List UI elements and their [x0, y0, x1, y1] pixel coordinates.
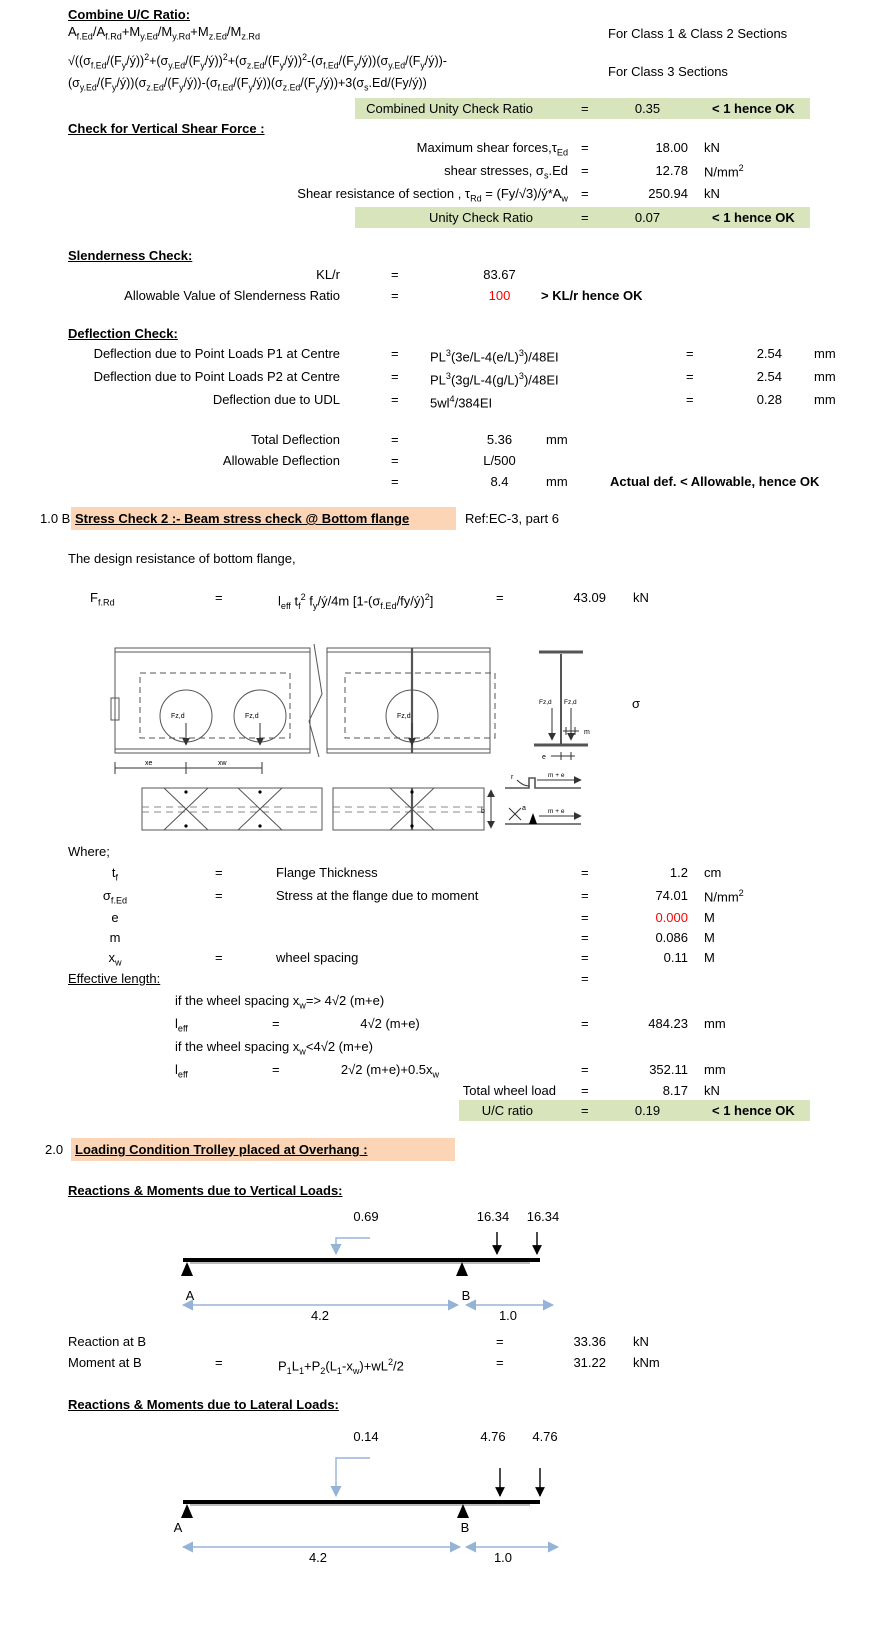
slenderness-allowable-value: 100 — [488, 288, 511, 303]
combine-formula-class3-line1: $√((\sigma_{f.Ed}/(F_y/ý))^2+(\sigma_{y.Ed}/(F_y/ý))^2+(\sigma_{z.Ed}/(F_y/ý))^2-(\sigma_{f.Ed}/(F_y/ý))(\sigma_{y.Ed}/(F_y/ý))-$ — [68, 52, 447, 71]
shear-title: Check for Vertical Shear Force : — [68, 121, 265, 136]
break-symbol — [309, 644, 322, 757]
equals-sign: = — [496, 1334, 504, 1349]
total-wheel-load-label: Total wheel load — [462, 1083, 556, 1098]
where-symbol: $t_f$ — [111, 865, 119, 883]
flange-strip-left — [142, 788, 322, 830]
leff-unit: mm — [704, 1062, 726, 1077]
equals-sign: = — [391, 432, 399, 447]
uc-result-row — [459, 1100, 810, 1121]
moment-formula: $P_1L_1+P_2(L_1-x_w)+wL^2/2$ — [278, 1357, 404, 1376]
combine-note-class12: For Class 1 & Class 2 Sections — [608, 26, 788, 41]
slenderness-ok-note: > KL/r hence OK — [541, 288, 643, 303]
where-desc: Flange Thickness — [276, 865, 378, 880]
shear-row-unit: kN — [704, 140, 720, 155]
deflection-row-formula: $PL^3(3e/L-4(e/L)^3)/48EI$ — [430, 348, 559, 365]
b-dim-label: b — [481, 808, 485, 815]
equals-sign: = — [391, 453, 399, 468]
equals-sign: = — [215, 950, 223, 965]
support-b — [456, 1262, 468, 1276]
shear-result-row — [355, 207, 810, 228]
equals-sign: = — [496, 590, 504, 605]
where-symbol: m — [109, 930, 121, 945]
combine-result-ok: < 1 hence OK — [712, 101, 795, 116]
where-unit: M — [704, 950, 715, 965]
fzd-label: Fz,d — [245, 713, 259, 720]
equals-sign: = — [215, 865, 223, 880]
combine-formula-class3-line2: $(\sigma_{y.Ed}/(F_y/ý))(\sigma_{z.Ed}/(F_y/ý))-(\sigma_{f.Ed}/(F_y/ý))(\sigma_{z.Ed}/(F_y/ý))+3(\sigma_s.Ed/(Fy/ý))$ — [68, 76, 427, 93]
shear-row-label: Shear resistance of section , $\tau_{Rd}$ = $(Fy/√3)/ý*A_w$ — [297, 186, 568, 204]
deflection-row-formula: $5wl^4/384EI$ — [430, 394, 493, 411]
ffrd-formula: $l_{eff}$ $t_f^2$ $f_y/ý/4m$ $[1-(\sigma_{f.Ed}/fy/ý)^2]$ — [278, 592, 434, 611]
load-leader-arrow — [336, 1458, 370, 1496]
support-b-label: B — [460, 1520, 470, 1535]
uc-result-value: 0.19 — [634, 1103, 661, 1118]
total-deflection-unit: mm — [546, 432, 568, 447]
uc-result-label: U/C ratio — [481, 1103, 533, 1118]
point-load-label: 16.34 — [476, 1209, 510, 1224]
slenderness-row-value: 83.67 — [483, 267, 516, 282]
ffrd-value: 43.09 — [573, 590, 606, 605]
reaction-value: 33.36 — [573, 1334, 606, 1349]
where-unit: M — [704, 930, 715, 945]
equals-sign: = — [581, 971, 589, 986]
span-dim-label: 4.2 — [310, 1308, 330, 1323]
equals-sign: = — [581, 210, 589, 225]
deflection-row-unit: mm — [814, 369, 836, 384]
where-unit: $N/mm^2$ — [704, 888, 744, 905]
lateral-loads-title: Reactions & Moments due to Lateral Loads: — [68, 1397, 339, 1412]
beam — [183, 1500, 540, 1504]
reaction-label: Reaction at B — [68, 1334, 147, 1349]
section-1b-reference: Ref:EC-3, part 6 — [465, 511, 559, 526]
combine-note-class3: For Class 3 Sections — [608, 64, 728, 79]
overhang-dim-label: 1.0 — [498, 1308, 518, 1323]
shear-row-value: 12.78 — [655, 163, 688, 178]
fzd-label: Fz,d — [539, 699, 552, 706]
effective-length-title: Effective length: — [68, 971, 161, 986]
section-number: 1.0 B — [40, 511, 71, 526]
section-20-title: Loading Condition Trolley placed at Overhang : — [75, 1142, 368, 1157]
shear-row-label: shear stresses, $\sigma_s.Ed$ — [444, 163, 568, 181]
where-unit: cm — [704, 865, 722, 880]
shear-row-label: Maximum shear $forces,\tau_{Ed}$ — [416, 140, 568, 158]
moment-unit: kNm — [633, 1355, 660, 1370]
section-number: 2.0 — [45, 1142, 64, 1157]
a-label: a — [522, 805, 526, 812]
leff-formula: 4√2 (m+e) — [360, 1016, 420, 1031]
allowable-deflection-value: 8.4 — [490, 474, 509, 489]
equals-sign: = — [581, 101, 589, 116]
deflection-row-label: Deflection due to Point Loads P2 at Centre — [93, 369, 340, 384]
equals-sign: = — [581, 950, 589, 965]
where-unit: M — [704, 910, 715, 925]
allowable-deflection-label: Allowable Deflection — [222, 453, 340, 468]
leff-unit: mm — [704, 1016, 726, 1031]
leff-value: 352.11 — [649, 1062, 688, 1077]
beam — [183, 1258, 540, 1262]
deflection-title: Deflection Check: — [68, 326, 178, 341]
equals-sign: = — [391, 288, 399, 303]
equals-sign: = — [272, 1016, 280, 1031]
equals-sign: = — [581, 1016, 589, 1031]
allowable-deflection-unit: mm — [546, 474, 568, 489]
moment-value: 31.22 — [573, 1355, 606, 1370]
shear-result-ok: < 1 hence OK — [712, 210, 795, 225]
slenderness-row-label: Allowable Value of Slenderness Ratio — [124, 288, 340, 303]
where-desc: Stress at the flange due to moment — [276, 888, 479, 903]
where-desc: wheel spacing — [276, 950, 359, 965]
section-20-header — [71, 1138, 455, 1161]
equals-sign: = — [391, 392, 399, 407]
r-label: r — [511, 774, 514, 781]
leff-formula: 2√2 $(m+e)+0.5x_w$ — [340, 1062, 440, 1080]
deflection-ok-note: Actual def. < Allowable, hence OK — [610, 474, 820, 489]
deflection-row-label: Deflection due to UDL — [212, 392, 340, 407]
me-dim-label: m + e — [548, 808, 565, 815]
where-symbol: e — [111, 910, 119, 925]
deflection-row-value: 0.28 — [756, 392, 782, 407]
shear-row-unit: kN — [704, 186, 720, 201]
equals-sign: = — [581, 888, 589, 903]
where-value: 1.2 — [669, 865, 688, 880]
equals-sign: = — [581, 865, 589, 880]
equals-sign: = — [391, 267, 399, 282]
equals-sign: = — [215, 888, 223, 903]
where-value: 0.086 — [655, 930, 688, 945]
equals-sign: = — [581, 930, 589, 945]
vertical-loads-title: Reactions & Moments due to Vertical Loads: — [68, 1183, 343, 1198]
fzd-label: Fz,d — [171, 713, 185, 720]
m-dim-label: m — [584, 729, 590, 736]
bottom-flange-intro: The design resistance of bottom flange, — [68, 551, 296, 566]
shear-row-unit: $N/mm^2$ — [704, 163, 744, 180]
support-b-label: B — [461, 1288, 471, 1303]
fzd-label: Fz,d — [564, 699, 577, 706]
me-dim-label: m + e — [548, 772, 565, 779]
ffrd-symbol: $F_{f.Rd}$ — [90, 590, 115, 608]
e-dim-label: e — [542, 754, 546, 761]
equals-sign: = — [581, 186, 589, 201]
combine-result-label: Combined Unity Check Ratio — [366, 101, 533, 116]
equals-sign: = — [496, 1355, 504, 1370]
xw-label: xw — [218, 760, 227, 767]
equals-sign: = — [581, 1103, 589, 1118]
point-load-label: 4.76 — [532, 1429, 558, 1444]
equals-sign: = — [686, 369, 694, 384]
total-deflection-value: 5.36 — [486, 432, 513, 447]
fzd-label: Fz,d — [397, 713, 411, 720]
wheel-load-dispersion-figure — [105, 628, 650, 835]
leff-value: 484.23 — [648, 1016, 688, 1031]
total-wheel-load-value: 8.17 — [662, 1083, 688, 1098]
efflen-condition: if the wheel spacing $x_w<4√2$ (m+e) — [175, 1039, 373, 1057]
shear-result-value: 0.07 — [634, 210, 661, 225]
uc-result-ok: < 1 hence OK — [712, 1103, 795, 1118]
point-load-label: 4.76 — [480, 1429, 506, 1444]
total-deflection-label: Total Deflection — [251, 432, 340, 447]
flange-strip-right — [333, 788, 484, 830]
deflection-row-label: Deflection due to Point Loads P1 at Centre — [93, 346, 340, 361]
reaction-unit: kN — [633, 1334, 649, 1349]
moment-label: Moment at B — [68, 1355, 142, 1370]
ffrd-unit: kN — [633, 590, 649, 605]
section-1b-header — [71, 507, 456, 530]
equals-sign: = — [391, 474, 399, 489]
section-1b-title: Stress Check 2 :- Beam stress check @ Bottom flange — [75, 511, 410, 526]
support-a — [181, 1262, 193, 1276]
span-dim-label: 4.2 — [308, 1550, 328, 1565]
slenderness-row-label: KL/r — [316, 267, 340, 282]
equals-sign: = — [215, 1355, 223, 1370]
equals-sign: = — [581, 1062, 589, 1077]
support-a-label: A — [185, 1288, 195, 1303]
deflection-row-value: 2.54 — [756, 346, 782, 361]
where-value: 0.000 — [655, 910, 688, 925]
shear-result-label: Unity Check Ratio — [428, 210, 533, 225]
where-title: Where; — [68, 844, 110, 859]
combine-result-row — [355, 98, 810, 119]
combine-formula-class12: $A_{f.Ed}/A_{f.Rd}+M_{y.Ed}/M_{y.Rd}+M_{z.Ed}/M_{z.Rd}$ — [68, 24, 261, 42]
xe-label: xe — [145, 760, 153, 767]
overhang-dim-label: 1.0 — [493, 1550, 513, 1565]
shear-row-value: 250.94 — [648, 186, 688, 201]
deflection-row-unit: mm — [814, 346, 836, 361]
where-value: 74.01 — [655, 888, 688, 903]
vertical-loads-beam-diagram — [150, 1208, 584, 1323]
deflection-row-formula: $PL^3(3g/L-4(g/L)^3)/48EI$ — [430, 371, 559, 388]
total-wheel-load-unit: kN — [704, 1083, 720, 1098]
equals-sign: = — [581, 140, 589, 155]
combine-result-value: 0.35 — [634, 101, 661, 116]
equals-sign: = — [686, 392, 694, 407]
support-a — [181, 1504, 193, 1518]
plan-panel-right — [327, 648, 490, 753]
point-load-label: 16.34 — [526, 1209, 560, 1224]
support-a-label: A — [173, 1520, 183, 1535]
equals-sign: = — [686, 346, 694, 361]
equals-sign: = — [272, 1062, 280, 1077]
leff-symbol: $l_{eff}$ — [175, 1062, 188, 1080]
support-b — [457, 1504, 469, 1518]
deflection-row-unit: mm — [814, 392, 836, 407]
leff-symbol: $l_{eff}$ — [175, 1016, 188, 1034]
load-leader-arrow — [336, 1238, 370, 1254]
equals-sign: = — [581, 163, 589, 178]
equals-sign: = — [581, 910, 589, 925]
equals-sign: = — [391, 369, 399, 384]
where-value: 0.11 — [663, 950, 688, 965]
where-symbol: $\sigma_{f.Ed}$ — [102, 888, 128, 906]
shear-row-value: 18.00 — [655, 140, 688, 155]
allowable-deflection-formula: L/500 — [483, 453, 516, 468]
equals-sign: = — [215, 590, 223, 605]
equals-sign: = — [581, 1083, 589, 1098]
where-symbol: $x_w$ — [108, 950, 122, 968]
sigma-label: σ — [632, 696, 641, 711]
lateral-loads-beam-diagram — [150, 1428, 584, 1566]
trolley-outline-right — [345, 673, 495, 738]
efflen-condition: if the wheel spacing $x_w=> 4√2$ (m+e) — [175, 993, 385, 1011]
equals-sign: = — [391, 346, 399, 361]
udl-load-label: 0.69 — [353, 1209, 379, 1224]
slenderness-title: Slenderness Check: — [68, 248, 193, 263]
udl-load-label: 0.14 — [353, 1429, 379, 1444]
combine-title: Combine U/C Ratio: — [68, 7, 191, 22]
deflection-row-value: 2.54 — [756, 369, 782, 384]
